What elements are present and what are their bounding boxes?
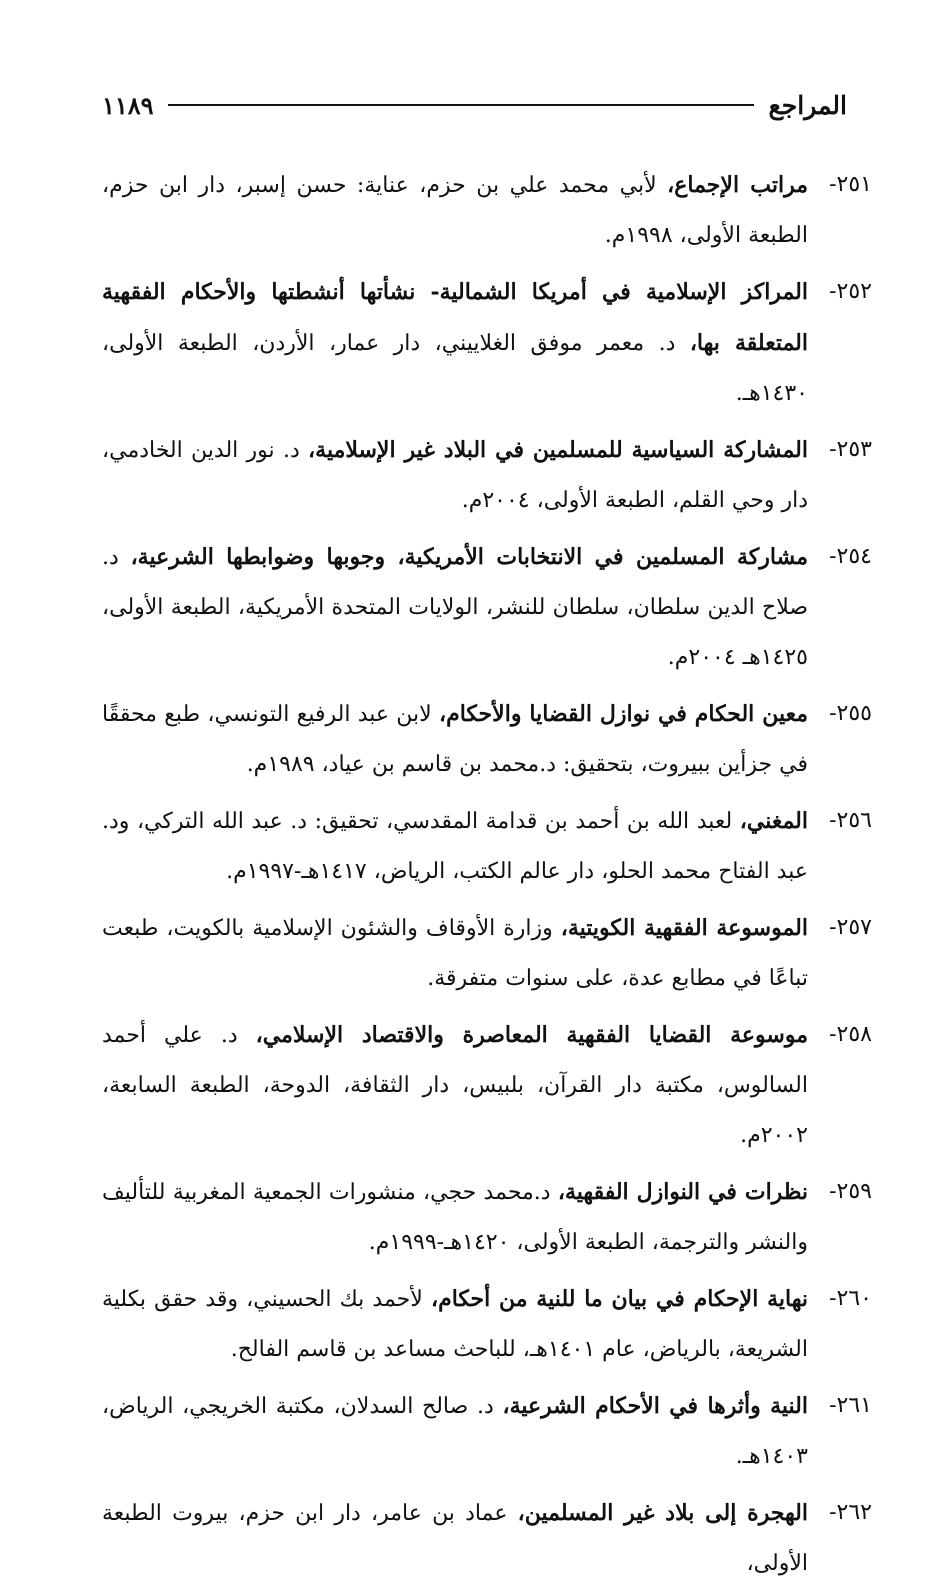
reference-title: المشاركة السياسية للمسلمين في البلاد غير الإسلامية،: [308, 437, 808, 463]
reference-title: مراتب الإجماع،: [667, 172, 809, 198]
reference-item: [102, 1488, 872, 1589]
reference-number: ٢٦٠-: [829, 1286, 872, 1311]
reference-title: المغني،: [739, 808, 808, 834]
reference-item: [102, 425, 872, 526]
reference-details: وزارة الأوقاف والشئون الإسلامية بالكويت، طبعت تباعًا في مطابع عدة، على سنوات متفرقة.: [102, 916, 808, 991]
reference-title: مشاركة المسلمين في الانتخابات الأمريكية، وجوبها وضوابطها الشرعية،: [130, 544, 808, 570]
reference-text: [102, 425, 808, 526]
reference-number: ٢٥٨-: [829, 1022, 872, 1047]
reference-item: [102, 532, 872, 683]
reference-details: عماد بن عامر، دار ابن حزم، بيروت الطبعة الأولى،: [102, 1501, 808, 1576]
page-number: ١١٨٩: [102, 90, 154, 120]
reference-number: ٢٥٩-: [829, 1179, 872, 1204]
reference-number: ٢٦٢-: [829, 1500, 872, 1525]
reference-title: موسوعة القضايا الفقهية المعاصرة والاقتصاد الإسلامي،: [255, 1022, 808, 1048]
reference-title: نظرات في النوازل الفقهية،: [557, 1179, 808, 1205]
reference-text: [102, 532, 808, 683]
reference-item: [102, 796, 872, 897]
reference-item: [102, 903, 872, 1004]
reference-text: [102, 160, 808, 261]
reference-item: [102, 267, 872, 419]
reference-item: [102, 1167, 872, 1268]
reference-title: الهجرة إلى بلاد غير المسلمين،: [517, 1500, 809, 1526]
reference-text: [102, 1167, 808, 1268]
reference-text: [102, 1010, 808, 1161]
reference-details: د.محمد حجي، منشورات الجمعية المغربية للتأليف والنشر والترجمة، الطبعة الأولى، ١٤٢٠هـ-١٩٩٩م.: [102, 1180, 808, 1255]
reference-details: لعبد الله بن أحمد بن قدامة المقدسي، تحقيق: د. عبد الله التركي، ود. عبد الفتاح محمد الحلو، دار عالم الكتب، الرياض، ١٤١٧هـ-١٩٩٧م.: [102, 809, 808, 884]
reference-title: معين الحكام في نوازل القضايا والأحكام،: [438, 701, 809, 727]
reference-text: [102, 1488, 808, 1589]
reference-details: د. صالح السدلان، مكتبة الخريجي، الرياض، ١٤٠٣هـ.: [102, 1394, 808, 1469]
reference-item: [102, 1010, 872, 1161]
running-header: [102, 88, 847, 122]
reference-title: المراكز الإسلامية في أمريكا الشمالية- نشأتها أنشطتها والأحكام الفقهية المتعلقة بها،: [102, 279, 808, 356]
reference-item: [102, 160, 872, 261]
reference-text: [102, 689, 808, 790]
reference-details: لأحمد بك الحسيني، وقد حقق بكلية الشريعة، بالرياض، عام ١٤٠١هـ، للباحث مساعد بن قاسم الفالح.: [102, 1287, 808, 1362]
reference-item: [102, 689, 872, 790]
reference-details: د. معمر موفق الغلاييني، دار عمار، الأردن، الطبعة الأولى، ١٤٣٠هـ.: [102, 331, 808, 406]
reference-details: د. علي أحمد السالوس، مكتبة دار القرآن، بلبيس، دار الثقافة، الدوحة، الطبعة السابعة، ٢٠٠٢م.: [102, 1023, 808, 1148]
reference-title: النية وأثرها في الأحكام الشرعية،: [502, 1393, 808, 1419]
reference-text: [102, 903, 808, 1004]
header-rule: [168, 104, 755, 106]
reference-number: ٢٥٦-: [829, 808, 872, 833]
reference-number: ٢٥٣-: [829, 437, 872, 462]
reference-number: ٢٦١-: [829, 1393, 872, 1418]
reference-text: [102, 1381, 808, 1482]
reference-text: [102, 796, 808, 897]
reference-title: الموسوعة الفقهية الكويتية،: [560, 915, 808, 941]
reference-details: د. نور الدين الخادمي، دار وحي القلم، الطبعة الأولى، ٢٠٠٤م.: [102, 438, 808, 513]
reference-item: [102, 1381, 872, 1482]
references-list: [102, 160, 872, 1595]
reference-text: [102, 267, 808, 419]
reference-title: نهاية الإحكام في بيان ما للنية من أحكام،: [430, 1286, 808, 1312]
header-title: المراجع: [768, 90, 847, 120]
reference-item: [102, 1274, 872, 1375]
reference-details: لأبي محمد علي بن حزم، عناية: حسن إسبر، دار ابن حزم، الطبعة الأولى، ١٩٩٨م.: [102, 173, 808, 248]
reference-number: ٢٥١-: [829, 172, 872, 197]
reference-details: لابن عبد الرفيع التونسي، طبع محققًا في جزأين ببيروت، بتحقيق: د.محمد بن قاسم بن عياد، ١٩٨٩م.: [102, 702, 808, 777]
reference-number: ٢٥٢-: [829, 279, 872, 304]
reference-details: د. صلاح الدين سلطان، سلطان للنشر، الولايات المتحدة الأمريكية، الطبعة الأولى، ١٤٢٥هـ ٢٠٠٤م.: [102, 545, 808, 670]
reference-text: [102, 1274, 808, 1375]
reference-number: ٢٥٧-: [829, 915, 872, 940]
reference-number: ٢٥٥-: [829, 701, 872, 726]
reference-number: ٢٥٤-: [829, 544, 872, 569]
